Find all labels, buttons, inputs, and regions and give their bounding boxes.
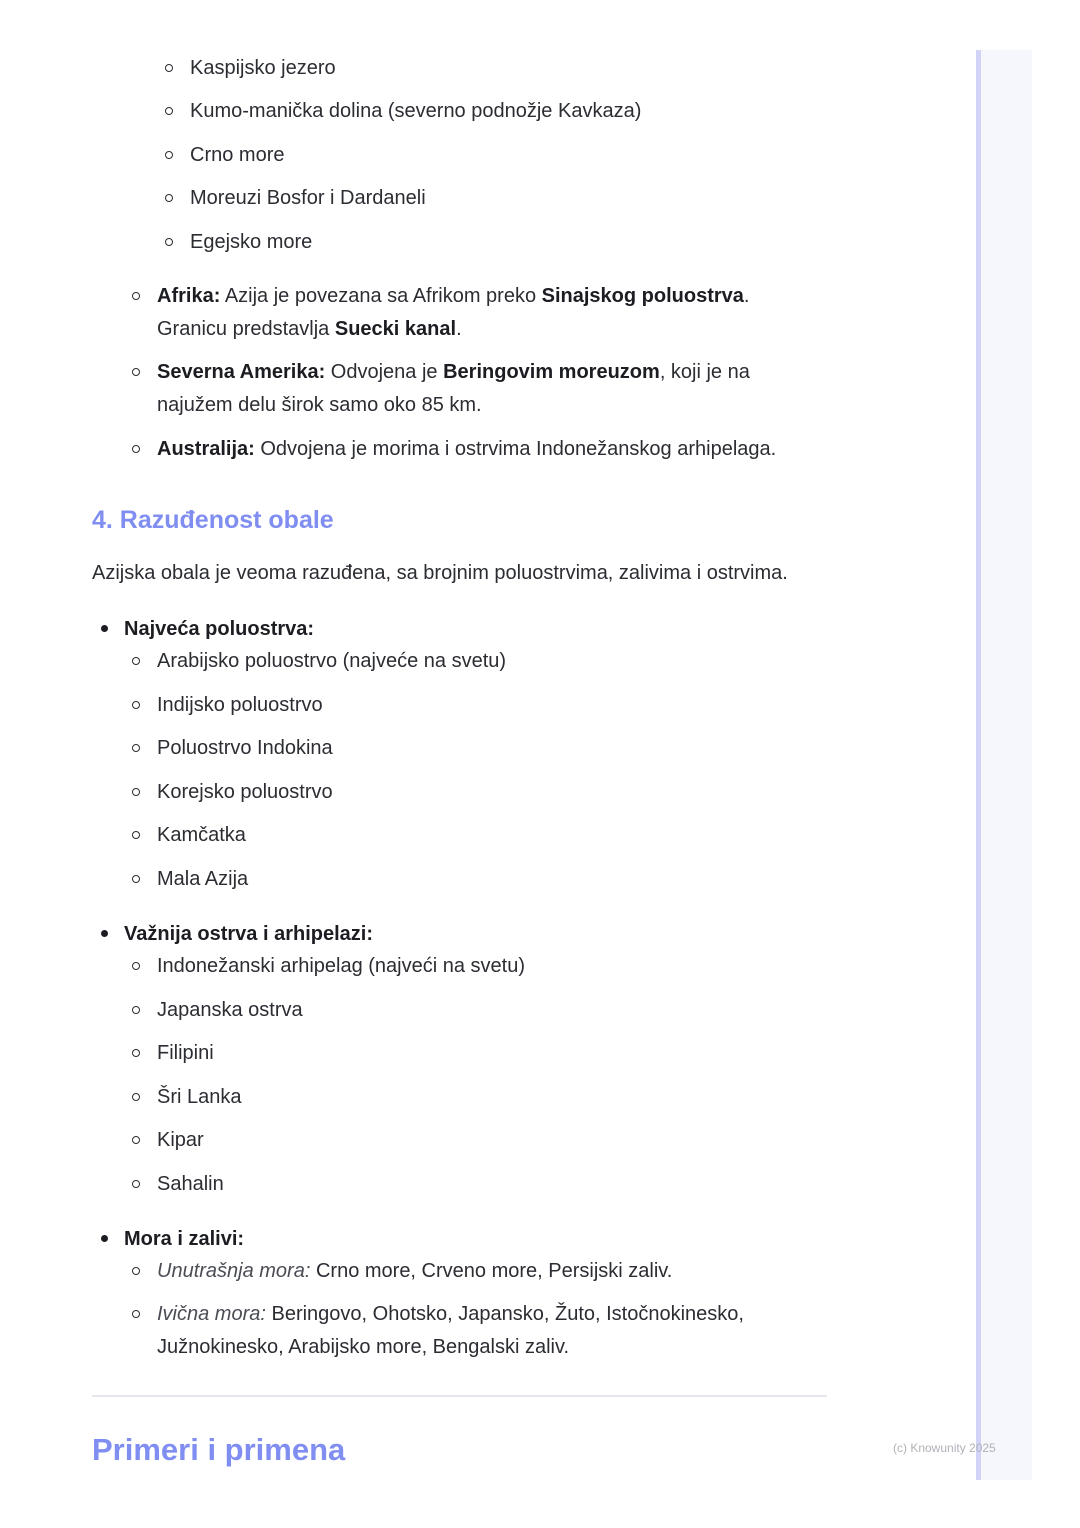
border-africa-line1: Afrika: Azija je povezana sa Afrikom preko Sinajskog poluostrva.	[157, 285, 750, 307]
list-bullet	[132, 744, 140, 752]
list-item: Poluostrvo Indokina	[157, 737, 333, 759]
list-bullet	[132, 701, 140, 709]
list-item: Korejsko poluostrvo	[157, 781, 333, 803]
list-item: Indonežanski arhipelag (najveći na svetu)	[157, 955, 525, 977]
list-item: Šri Lanka	[157, 1086, 242, 1108]
divider	[92, 1395, 827, 1397]
list-bullet	[132, 292, 140, 300]
list-bullet	[165, 194, 173, 202]
list-bullet	[165, 64, 173, 72]
section-heading: 4. Razuđenost obale	[92, 506, 334, 534]
list-bullet	[132, 368, 140, 376]
list-group-label: Važnija ostrva i arhipelazi:	[124, 923, 373, 945]
list-item: Moreuzi Bosfor i Dardaneli	[190, 187, 426, 209]
list-item: Kamčatka	[157, 824, 246, 846]
side-accent-line	[976, 50, 981, 1480]
list-bullet	[132, 962, 140, 970]
border-north-america-line2: najužem delu širok samo oko 85 km.	[157, 394, 482, 416]
list-bullet	[132, 1006, 140, 1014]
list-item-marginal-seas-cont: Južnokinesko, Arabijsko more, Bengalski zaliv.	[157, 1336, 570, 1358]
list-group-label: Najveća poluostrva:	[124, 618, 315, 640]
section-intro: Azijska obala je veoma razuđena, sa brojnim poluostrvima, zalivima i ostrvima.	[92, 562, 788, 584]
list-bullet	[165, 238, 173, 246]
list-group-label: Mora i zalivi:	[124, 1228, 245, 1250]
list-item: Crno more	[190, 144, 285, 166]
list-item-inland-seas: Unutrašnja mora: Crno more, Crveno more, Persijski zaliv.	[157, 1260, 673, 1282]
next-section-heading: Primeri i primena	[92, 1432, 346, 1467]
border-label: Afrika:	[157, 285, 221, 307]
list-bullet	[132, 1310, 140, 1318]
list-bullet	[165, 151, 173, 159]
side-panel	[976, 50, 1032, 1480]
border-africa-line2: Granicu predstavlja Suecki kanal.	[157, 318, 462, 340]
list-item: Arabijsko poluostrvo (najveće na svetu)	[157, 650, 507, 672]
list-bullet	[132, 831, 140, 839]
list-item: Kaspijsko jezero	[190, 57, 336, 79]
list-bullet	[132, 1136, 140, 1144]
list-item: Japanska ostrva	[157, 999, 303, 1021]
list-item: Kipar	[157, 1129, 204, 1151]
list-item-marginal-seas: Ivična mora: Beringovo, Ohotsko, Japansko, Žuto, Istočnokinesko,	[157, 1303, 744, 1325]
list-item: Mala Azija	[157, 868, 249, 890]
list-bullet	[132, 1180, 140, 1188]
list-item: Indijsko poluostrvo	[157, 694, 323, 716]
border-australia: Australija: Odvojena je morima i ostrvima Indonežanskog arhipelaga.	[157, 438, 777, 460]
list-item: Filipini	[157, 1042, 214, 1064]
list-item: Sahalin	[157, 1173, 224, 1195]
list-bullet	[101, 625, 108, 632]
border-label: Severna Amerika:	[157, 361, 326, 383]
border-label: Australija:	[157, 438, 255, 460]
list-bullet	[132, 445, 140, 453]
border-north-america-line1: Severna Amerika: Odvojena je Beringovim moreuzom, koji je na	[157, 361, 750, 383]
list-bullet	[132, 788, 140, 796]
list-bullet	[165, 107, 173, 115]
list-bullet	[132, 1267, 140, 1275]
copyright-notice: (c) Knowunity 2025	[893, 1441, 996, 1455]
list-item: Kumo-manička dolina (severno podnožje Kavkaza)	[190, 100, 642, 122]
list-item: Egejsko more	[190, 231, 313, 253]
list-bullet	[132, 1049, 140, 1057]
list-bullet	[132, 1093, 140, 1101]
list-bullet	[101, 930, 108, 937]
list-bullet	[132, 875, 140, 883]
list-bullet	[132, 657, 140, 665]
list-bullet	[101, 1235, 108, 1242]
